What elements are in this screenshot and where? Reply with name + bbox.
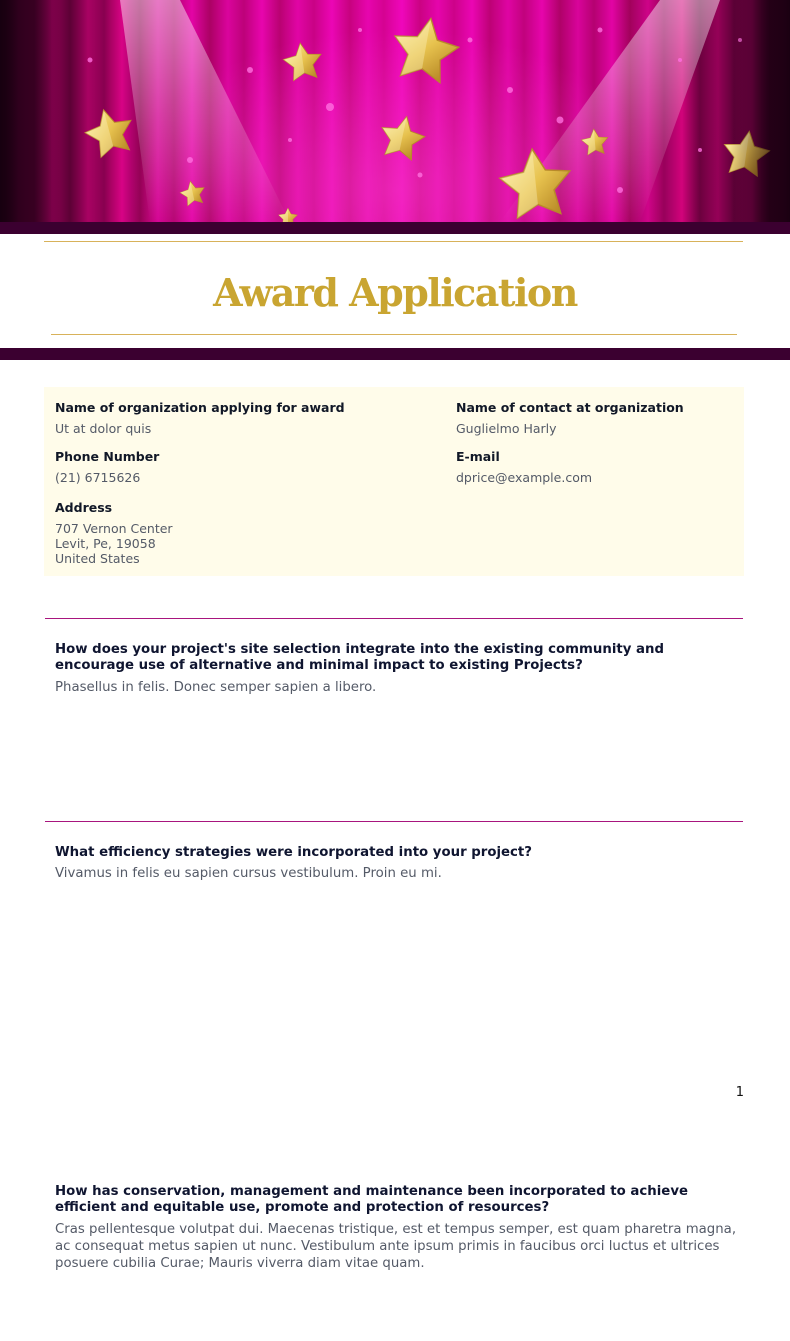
email-label: E-mail [456,449,500,464]
title-bottom-line [51,334,737,335]
star-icon [281,41,324,82]
header-banner [0,0,790,234]
email-value: dprice@example.com [456,470,593,485]
question-1: How does your project's site selection integrate into the existing community and encourage use of alternative and minimal impact to existing Projects? [55,642,664,673]
section-rule [45,821,743,822]
question-3: How has conservation, management and maintenance been incorporated to achieve efficient and equitable use, promote and protection of resources? [55,1184,689,1215]
answer-3: Cras pellentesque volutpat dui. Maecenas tristique, est et tempus semper, est quam pharetra magna, ac consequat metus sapien ut nunc. Vestibulum ante ipsum primis in faucibus orci luctus et ultrices posuere cubilia Curae; Mauris viverra diam vitae quam. [55,1222,737,1271]
stage-decoration [0,0,790,234]
phone-label: Phone Number [55,449,160,464]
address-line-1: 707 Vernon Center [55,521,173,536]
title-top-line [44,241,743,242]
answer-1: Phasellus in felis. Donec semper sapien a libero. [55,680,377,695]
contact-name-value: Guglielmo Harly [456,421,557,436]
spotlight-left [120,0,290,222]
address-label: Address [55,500,113,515]
star-icon [377,112,428,162]
star-icon [388,13,462,85]
page-number: 1 [735,1085,744,1100]
phone-value: (21) 6715626 [55,470,141,485]
address-line-3: United States [55,551,140,566]
address-line-2: Levit, Pe, 19058 [55,536,156,551]
answer-2: Vivamus in felis eu sapien cursus vestibulum. Proin eu mi. [55,866,442,881]
contact-name-label: Name of contact at organization [456,400,684,415]
org-name-label: Name of organization applying for award [55,400,345,415]
star-icon [81,104,139,160]
page-title: Award Application [213,270,577,315]
org-name-value: Ut at dolor quis [55,421,152,436]
question-2: What efficiency strategies were incorporated into your project? [55,845,533,860]
section-rule [45,618,743,619]
title-divider-bar [0,348,790,360]
